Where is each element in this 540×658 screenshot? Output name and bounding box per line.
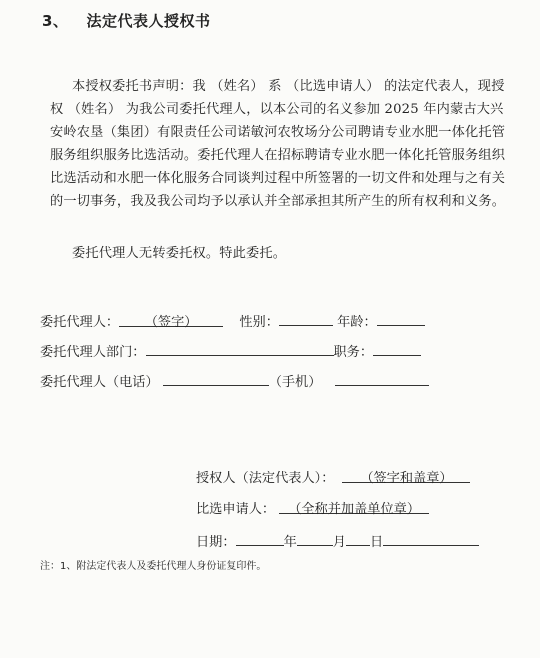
footnote: 注：1、附法定代表人及委托代理人身份证复印件。 bbox=[40, 561, 267, 572]
mobile-field[interactable] bbox=[335, 370, 429, 386]
gender-label: 性别： bbox=[239, 315, 279, 330]
day-label: 日 bbox=[369, 535, 384, 550]
authorizer-row bbox=[196, 467, 470, 486]
agent-signature-hint: （签字） bbox=[144, 315, 198, 330]
year-field[interactable] bbox=[236, 530, 284, 546]
agent-signature-field[interactable] bbox=[119, 311, 223, 330]
applicant-seal-field[interactable] bbox=[279, 498, 429, 517]
day-field[interactable] bbox=[346, 530, 370, 546]
month-label: 月 bbox=[332, 535, 346, 550]
date-label: 日期： bbox=[196, 535, 236, 550]
section-heading bbox=[42, 10, 210, 31]
applicant-row bbox=[196, 498, 429, 517]
month-field[interactable] bbox=[297, 530, 333, 546]
phone-label: 委托代理人（电话） bbox=[40, 375, 159, 390]
age-field[interactable] bbox=[377, 310, 425, 326]
applicant-label: 比选申请人： bbox=[196, 502, 276, 517]
no-subdelegation-statement: 委托代理人无转委托权。特此委托。 bbox=[72, 246, 287, 261]
authorizer-label: 授权人（法定代表人）： bbox=[196, 471, 335, 486]
phone-field[interactable] bbox=[163, 370, 269, 386]
mobile-label: （手机） bbox=[268, 375, 322, 390]
authorizer-hint: （签字和盖章） bbox=[360, 471, 453, 486]
applicant-hint: （全称并加盖单位章） bbox=[288, 502, 421, 517]
position-field[interactable] bbox=[373, 340, 421, 356]
section-number: 3、 bbox=[42, 12, 69, 30]
gender-field[interactable] bbox=[279, 310, 333, 326]
agent-phone-row bbox=[40, 370, 429, 390]
age-label: 年龄： bbox=[337, 315, 377, 330]
dept-field[interactable] bbox=[146, 340, 334, 356]
dept-label: 委托代理人部门： bbox=[40, 345, 146, 360]
authorizer-signature-field[interactable] bbox=[342, 467, 470, 486]
date-trailing-line bbox=[383, 530, 479, 546]
date-row bbox=[196, 530, 479, 550]
agent-dept-row bbox=[40, 340, 421, 360]
position-label: 职务： bbox=[333, 345, 374, 360]
year-label: 年 bbox=[283, 535, 297, 550]
agent-info-row bbox=[40, 310, 425, 330]
authorization-statement: 本授权委托书声明：我 （姓名） 系 （比选申请人） 的法定代表人，现授权 （姓名） 为我公司委托代理人，以本公司的名义参加 2025 年内蒙古大兴安岭农垦（集团）有限责任公司诺敏河农牧场分公司聘请专业水肥一体化托管服务组织服务比选活动。委托代理人在招标聘请专业水肥一体化托管服务组织比选活动和水肥一体化服务合同谈判过程中所签署的一切文件和处理与之有关的一切事务，我及我公司均予以承认并全部承担其所产生的所有权利和义务。 bbox=[50, 79, 506, 209]
section-title: 法定代表人授权书 bbox=[86, 12, 211, 30]
agent-label: 委托代理人： bbox=[40, 315, 120, 330]
